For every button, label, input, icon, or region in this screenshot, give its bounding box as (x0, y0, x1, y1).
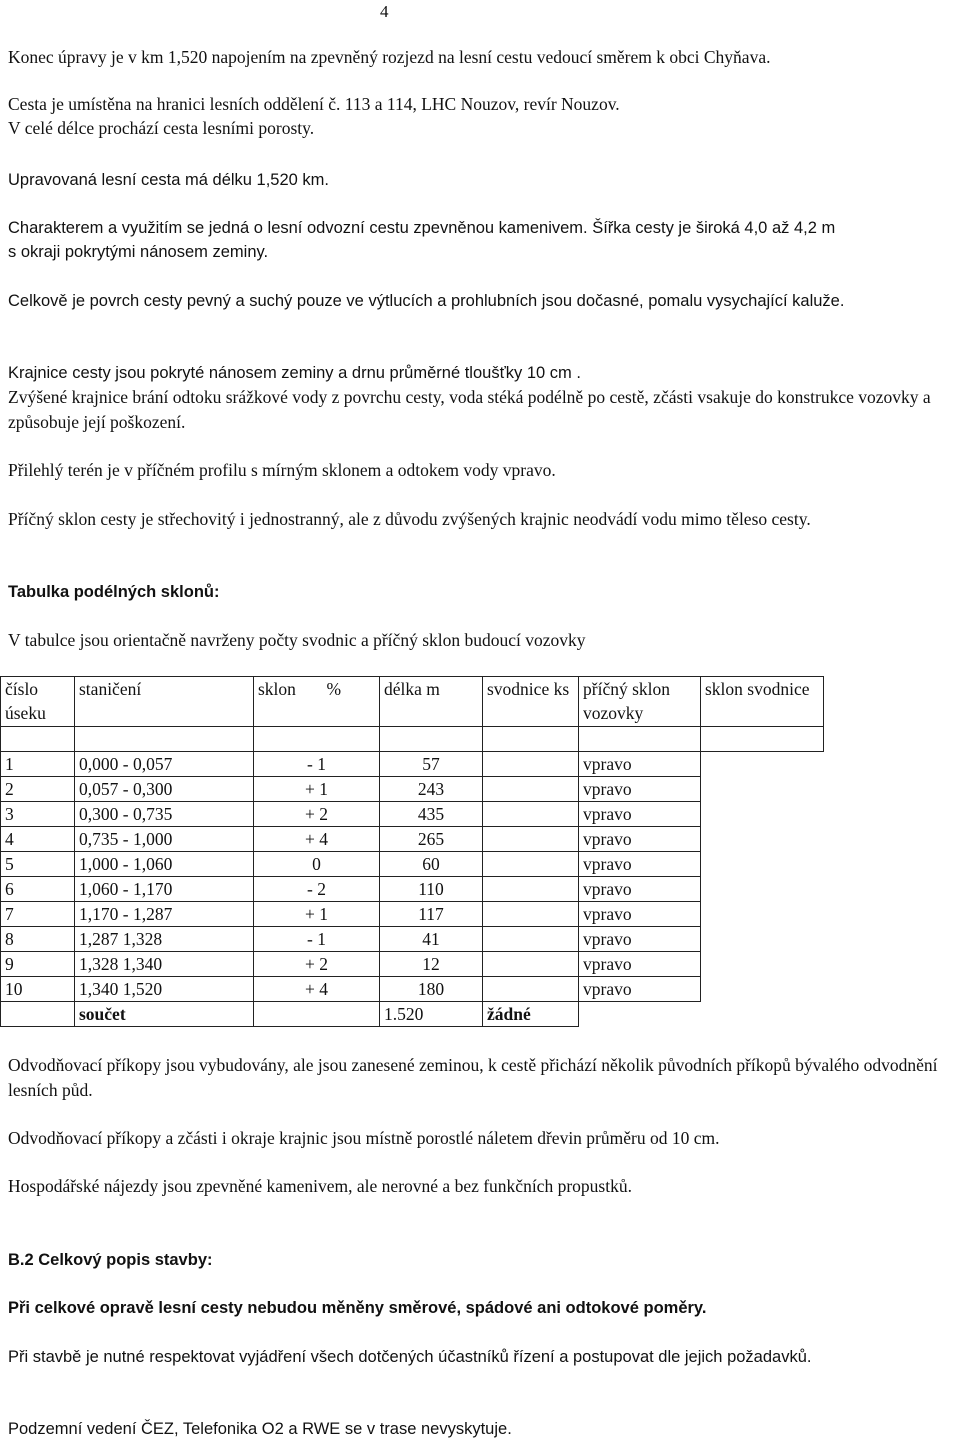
cell-section-number: 7 (1, 902, 75, 927)
cell-section-number: 8 (1, 927, 75, 952)
cell-length: 180 (380, 977, 483, 1002)
cell-section-number: 9 (1, 952, 75, 977)
cell-culverts (483, 827, 579, 852)
cell-culverts (483, 752, 579, 777)
cell-culverts (483, 777, 579, 802)
table-row (1, 752, 824, 777)
cell-culverts (483, 877, 579, 902)
cell-chainage: 0,300 - 0,735 (75, 802, 254, 827)
paragraph-shoulders: Krajnice cesty jsou pokryté nánosem zeminy a drnu průměrné tloušťky 10 cm . (8, 364, 581, 382)
paragraph-location (8, 92, 953, 140)
cell-culverts (483, 952, 579, 977)
cell-chainage: 1,000 - 1,060 (75, 852, 254, 877)
table-row (1, 777, 824, 802)
character-line-2: s okraji pokrytými nánosem zeminy. (8, 243, 269, 261)
paragraph-end-of-repair: Konec úpravy je v km 1,520 napojením na zpevněný rozjezd na lesní cestu vedoucí směrem k obci Chyňava. (8, 47, 771, 67)
header-length: délka m (380, 677, 483, 727)
paragraph-underground-utilities: Podzemní vedení ČEZ, Telefonika O2 a RWE se v trase nevyskytuje. (8, 1420, 512, 1438)
cell-chainage: 0,735 - 1,000 (75, 827, 254, 852)
table-row (1, 977, 824, 1002)
table-row (1, 802, 824, 827)
cell-length: 41 (380, 927, 483, 952)
table-total-row (1, 1002, 824, 1027)
cell-cross-slope: vpravo (579, 752, 701, 777)
cell-length: 57 (380, 752, 483, 777)
paragraph-raised-shoulders: Zvýšené krajnice brání odtoku srážkové vody z povrchu cesty, voda stéká podélně po cestě, zčásti vsakuje do konstrukce vozovky a způsobuje její poškození. (8, 387, 931, 432)
cell-culverts (483, 977, 579, 1002)
cell-length: 12 (380, 952, 483, 977)
header-cross-slope: příčný sklon vozovky (579, 677, 701, 727)
cell-chainage: 1,340 1,520 (75, 977, 254, 1002)
cell-length: 265 (380, 827, 483, 852)
cell-slope: + 1 (254, 777, 380, 802)
total-length: 1.520 (380, 1002, 483, 1027)
location-line-2: V celé délce prochází cesta lesními porosty. (8, 118, 315, 138)
table-header-row (1, 677, 824, 727)
cell-slope: - 2 (254, 877, 380, 902)
paragraph-surface: Celkově je povrch cesty pevný a suchý pouze ve výtlucích a prohlubních jsou dočasné, pomalu vysychající kaluže. (8, 292, 845, 310)
paragraph-ditches-overgrown: Odvodňovací příkopy a zčásti i okraje krajnic jsou místně porostlé náletem dřevin průměru od 10 cm. (8, 1128, 720, 1148)
cell-section-number: 2 (1, 777, 75, 802)
table-row (1, 852, 824, 877)
table-intro: V tabulce jsou orientačně navrženy počty svodnic a příčný sklon budoucí vozovky (8, 630, 586, 650)
table-row (1, 902, 824, 927)
cell-cross-slope: vpravo (579, 927, 701, 952)
cell-section-number: 6 (1, 877, 75, 902)
table-spacer-row (1, 727, 824, 752)
paragraph-driveways: Hospodářské nájezdy jsou zpevněné kamenivem, ale nerovné a bez funkčních propustků. (8, 1176, 632, 1196)
header-section-number: číslo úseku (1, 677, 75, 727)
cell-length: 117 (380, 902, 483, 927)
cell-cross-slope: vpravo (579, 802, 701, 827)
cell-slope: + 2 (254, 802, 380, 827)
cell-cross-slope: vpravo (579, 852, 701, 877)
paragraph-character (8, 216, 953, 264)
paragraph-ditches: Odvodňovací příkopy jsou vybudovány, ale jsou zanesené zeminou, k cestě přichází několik původních příkopů bývalého odvodnění lesních půd. (8, 1055, 938, 1100)
cell-section-number: 5 (1, 852, 75, 877)
header-culvert-slope: sklon svodnice (701, 677, 824, 727)
cell-chainage: 1,328 1,340 (75, 952, 254, 977)
cell-slope: - 1 (254, 927, 380, 952)
cell-cross-slope: vpravo (579, 877, 701, 902)
paragraph-no-changes: Při celkové opravě lesní cesty nebudou měněny směrové, spádové ani odtokové poměry. (8, 1299, 707, 1317)
cell-culverts (483, 927, 579, 952)
cell-length: 243 (380, 777, 483, 802)
cell-cross-slope: vpravo (579, 777, 701, 802)
table-row (1, 877, 824, 902)
cell-length: 435 (380, 802, 483, 827)
total-culverts: žádné (483, 1002, 579, 1027)
cell-slope: + 1 (254, 902, 380, 927)
cell-chainage: 0,000 - 0,057 (75, 752, 254, 777)
header-slope: sklon % (254, 677, 380, 727)
table-row (1, 952, 824, 977)
paragraph-cross-slope: Příčný sklon cesty je střechovitý i jednostranný, ale z důvodu zvýšených krajnic neodvádí vodu mimo těleso cesty. (8, 509, 811, 529)
cell-length: 110 (380, 877, 483, 902)
cell-cross-slope: vpravo (579, 977, 701, 1002)
paragraph-road-length: Upravovaná lesní cesta má délku 1,520 km. (8, 171, 330, 189)
table-row (1, 927, 824, 952)
cell-cross-slope: vpravo (579, 902, 701, 927)
cell-chainage: 1,170 - 1,287 (75, 902, 254, 927)
cell-section-number: 1 (1, 752, 75, 777)
total-label: součet (75, 1002, 254, 1027)
cell-slope: - 1 (254, 752, 380, 777)
character-line-1: Charakterem a využitím se jedná o lesní odvozní cestu zpevněnou kamenivem. Šířka cesty je široká 4,0 až 4,2 m (8, 219, 836, 237)
cell-length: 60 (380, 852, 483, 877)
cell-chainage: 1,287 1,328 (75, 927, 254, 952)
cell-culverts (483, 802, 579, 827)
cell-slope: + 4 (254, 977, 380, 1002)
section-heading-b2: B.2 Celkový popis stavby: (8, 1251, 213, 1269)
cell-culverts (483, 902, 579, 927)
cell-chainage: 0,057 - 0,300 (75, 777, 254, 802)
table-heading: Tabulka podélných sklonů: (8, 583, 220, 601)
location-line-1: Cesta je umístěna na hranici lesních oddělení č. 113 a 114, LHC Nouzov, revír Nouzov. (8, 94, 620, 114)
header-culverts: svodnice ks (483, 677, 579, 727)
cell-slope: + 2 (254, 952, 380, 977)
paragraph-respect-opinions: Při stavbě je nutné respektovat vyjádření všech dotčených účastníků řízení a postupovat dle jejich požadavků. (8, 1348, 812, 1366)
cell-chainage: 1,060 - 1,170 (75, 877, 254, 902)
cell-section-number: 3 (1, 802, 75, 827)
cell-section-number: 10 (1, 977, 75, 1002)
cell-culverts (483, 852, 579, 877)
table-row (1, 827, 824, 852)
cell-section-number: 4 (1, 827, 75, 852)
cell-cross-slope: vpravo (579, 952, 701, 977)
cell-slope: + 4 (254, 827, 380, 852)
slopes-table (0, 676, 824, 1027)
cell-cross-slope: vpravo (579, 827, 701, 852)
cell-slope: 0 (254, 852, 380, 877)
header-chainage: staničení (75, 677, 254, 727)
page-number: 4 (380, 2, 389, 21)
paragraph-terrain: Přilehlý terén je v příčném profilu s mírným sklonem a odtokem vody vpravo. (8, 460, 556, 480)
